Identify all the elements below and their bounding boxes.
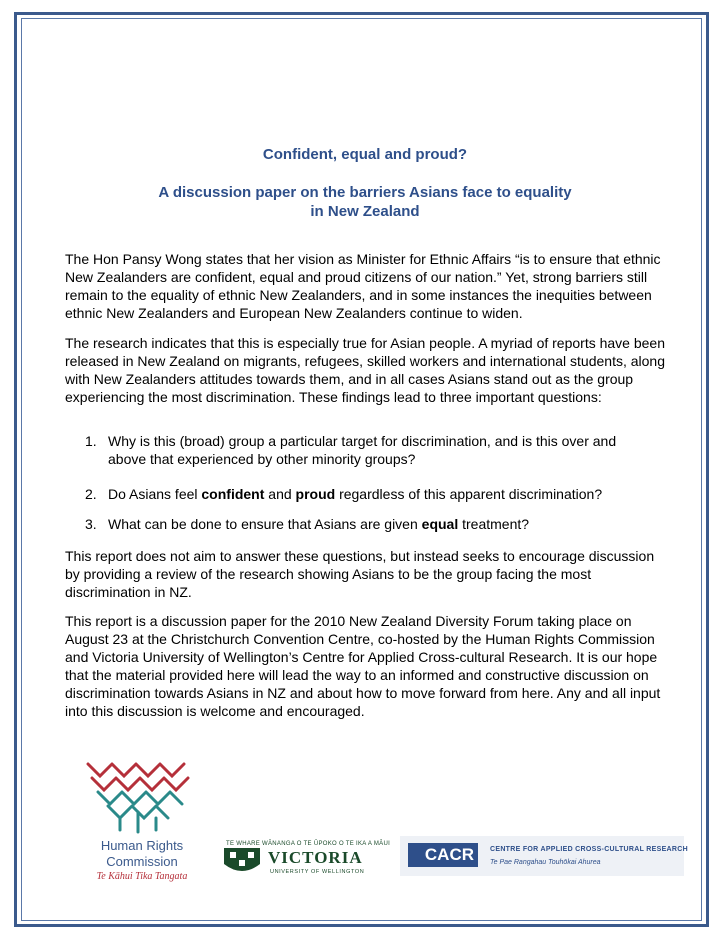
document-subtitle: [65, 183, 665, 221]
paragraph-aim: This report does not aim to answer these questions, but instead seeks to encourage discussion by providing a review of the research showing Asians to be the group facing the most discrimination in NZ.: [65, 548, 655, 600]
question-number: 2.: [85, 486, 97, 502]
cacr-subtitle: Te Pae Rangahau Touhōkai Ahurea: [490, 859, 601, 866]
paragraph-research: The research indicates that this is especially true for Asian people. A myriad of reports have been released in New Zealand on migrants, refugees, skilled workers and international students, along with New Zealanders attitudes towards them, and in all cases Asians stand out as the group experiencing the most discrimination. These findings lead to three important questions:: [65, 335, 666, 405]
cacr-title: CENTRE FOR APPLIED CROSS-CULTURAL RESEARCH: [490, 846, 688, 853]
hrc-line-1: Human Rights: [100, 838, 184, 853]
victoria-maori-name: TE WHARE WĀNANGA O TE ŪPOKO O TE IKA A MĀUI: [226, 841, 391, 847]
hrc-logo-name: [82, 838, 202, 870]
victoria-name: VICTORIA: [268, 848, 363, 867]
document-title: Confident, equal and proud?: [262, 146, 468, 163]
cacr-logo-mark: CACR: [408, 843, 478, 867]
hrc-logo-icon: [78, 752, 198, 834]
emphasis-equal: equal: [421, 516, 459, 532]
emphasis-confident: confident: [201, 486, 265, 502]
question-number: 3.: [85, 516, 97, 532]
question-text: What can be done to ensure that Asians are given equal treatment?: [108, 516, 530, 532]
question-text: Do Asians feel confident and proud regardless of this apparent discrimination?: [108, 486, 603, 502]
question-text: Why is this (broad) group a particular target for discrimination, and is this over and above that experienced by other minority groups?: [108, 433, 617, 467]
emphasis-proud: proud: [295, 486, 336, 502]
paragraph-intro: The Hon Pansy Wong states that her vision as Minister for Ethnic Affairs “is to ensure that ethnic New Zealanders are confident, equal and proud citizens of our nation.” Yet, strong barriers still remain to the equality of ethnic New Zealanders, and in some instances the inequities between ethnic New Zealanders and European New Zealanders continue to widen.: [65, 251, 661, 321]
question-item: [85, 485, 655, 503]
victoria-university: UNIVERSITY OF WELLINGTON: [270, 869, 365, 875]
hrc-maori-name: Te Kāhui Tika Tangata: [96, 871, 188, 882]
paragraph-forum: This report is a discussion paper for the 2010 New Zealand Diversity Forum taking place on August 23 at the Christchurch Convention Centre, co-hosted by the Human Rights Commission and Victoria University of Wellington’s Centre for Applied Cross-cultural Research. It is our hope that the material provided here will lead the way to an informed and constructive discussion on discrimination towards Asians in NZ and about how to move forward from here. Any and all input into this discussion is welcome and encouraged.: [65, 613, 661, 719]
question-item: [85, 515, 655, 533]
subtitle-line-2: in New Zealand: [310, 203, 420, 220]
subtitle-line-1: A discussion paper on the barriers Asians face to equality: [158, 184, 572, 201]
question-number: 1.: [85, 433, 97, 449]
question-item: [85, 432, 655, 468]
hrc-line-2: Commission: [106, 854, 178, 869]
